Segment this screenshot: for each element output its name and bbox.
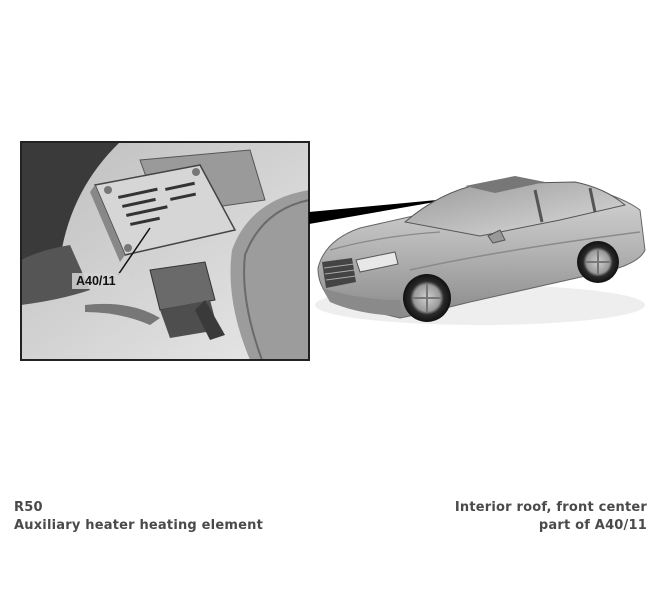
component-description: Auxiliary heater heating element xyxy=(14,518,263,533)
detail-inset xyxy=(21,142,309,360)
vehicle-illustration xyxy=(315,176,645,325)
component-location: Interior roof, front center xyxy=(454,500,647,515)
callout-label-a40-11: A40/11 xyxy=(76,274,116,288)
component-parent-part: part of A40/11 xyxy=(538,518,647,533)
component-code: R50 xyxy=(14,500,43,515)
